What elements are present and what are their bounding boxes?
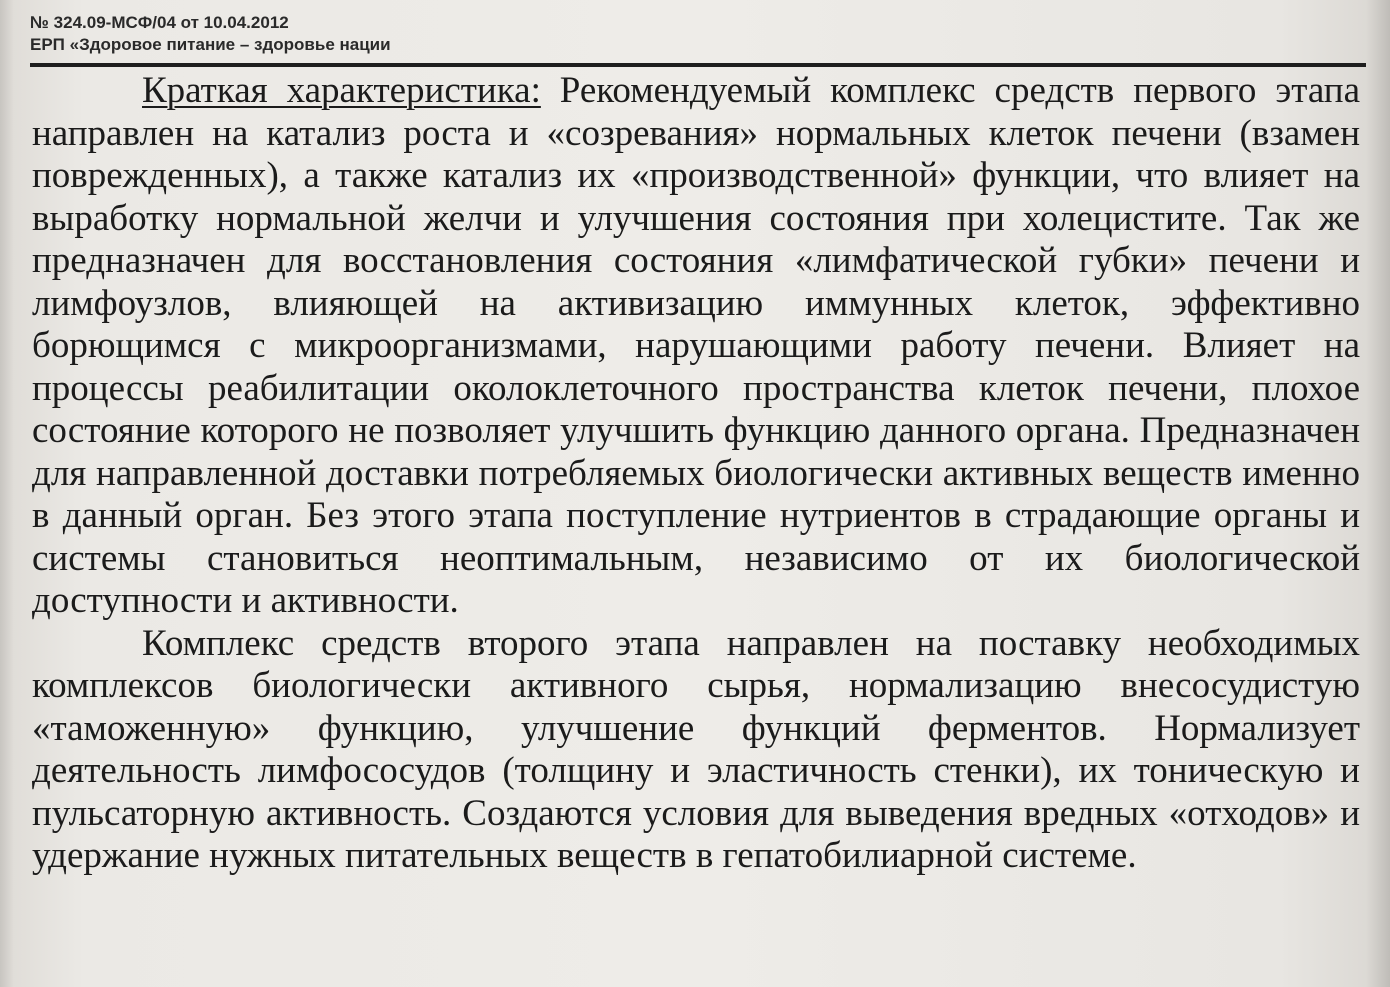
header-rule	[30, 63, 1366, 67]
paragraph-1	[32, 70, 1360, 623]
paragraph-2: Комплекс средств второго этапа направлен на поставку необходимых комплексов биологически активного сырья, нормализацию внесосудистую «таможенную» функцию, улучшение функций ферментов. Нормализует деятельность лимфососудов (толщину и эластичность стенки), их тоническую и пульсаторную активность. Создаются условия для выведения вредных «отходов» и удержание нужных питательных веществ в гепатобилиарной системе.	[32, 622, 1360, 876]
page-left-shadow	[0, 0, 14, 987]
document-number: № 324.09-МСФ/04 от 10.04.2012	[30, 13, 289, 32]
page-header	[30, 12, 391, 56]
article-body	[32, 70, 1360, 878]
lead-label: Краткая характеристика:	[142, 70, 541, 111]
program-title: ЕРП «Здоровое питание – здоровье нации	[30, 35, 391, 54]
paragraph-1-text: Рекомендуемый комплекс средств первого этапа направлен на катализ роста и «созревания» нормальных клеток печени (взамен поврежденных), а также катализ их «производственной» функции, что влияет на выработку нормальной желчи и улучшения состояния при холецистите. Так же предназначен для восстановления состояния «лимфатической губки» печени и лимфоузлов, влияющей на активизацию иммунных клеток, эффективно борющимся с микроорганизмами, нарушающими работу печени. Влияет на процессы реабилитации околоклеточного пространства клеток печени, плохое состояние которого не позволяет улучшить функцию данного органа. Предназначен для направленной доставки потребляемых биологически активных веществ именно в данный орган. Без этого этапа поступление нутриентов в страдающие органы и системы становиться неоптимальным, независимо от их биологической доступности и активности.	[32, 70, 1360, 621]
page-right-shadow	[1366, 0, 1390, 987]
